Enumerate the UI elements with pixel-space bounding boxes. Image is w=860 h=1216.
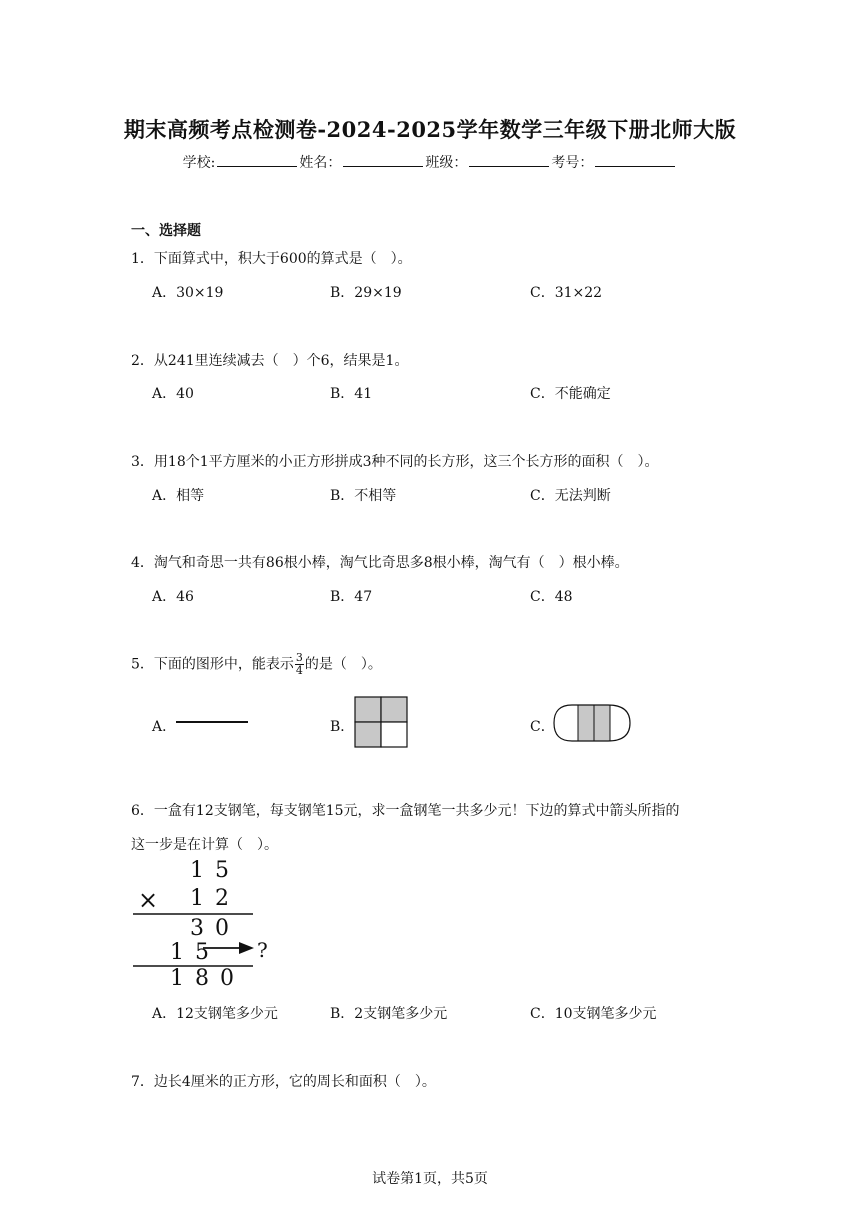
- q4-option-b[interactable]: B．47: [330, 589, 373, 605]
- calc-line-3: 3 0: [190, 916, 231, 941]
- class-label: 班级：: [425, 155, 468, 171]
- class-blank[interactable]: [469, 154, 549, 167]
- number-blank[interactable]: [595, 154, 675, 167]
- square-grid-figure: [354, 696, 410, 750]
- q4-option-a[interactable]: A．46: [152, 589, 194, 605]
- line-segment-figure: [176, 717, 250, 727]
- q1-option-c[interactable]: C．31×22: [530, 285, 603, 301]
- question-4: 4．淘气和奇思一共有86根小棒，淘气比奇思多8根小棒，淘气有（ ）根小棒。: [131, 555, 629, 571]
- school-label: 学校:: [182, 155, 216, 171]
- q5-option-c[interactable]: C．: [530, 719, 555, 735]
- q5-stem-pre: 5．下面的图形中，能表示: [131, 656, 294, 673]
- q1-option-a[interactable]: A．30×19: [152, 285, 224, 301]
- question-2: 2．从241里连续减去（ ）个6，结果是1。: [131, 353, 409, 369]
- oval-figure: [552, 702, 634, 746]
- page-title: 期末高频考点检测卷-2024-2025学年数学三年级下册北师大版: [123, 117, 737, 142]
- q2-option-b[interactable]: B．41: [330, 386, 373, 402]
- q3-option-a[interactable]: A．相等: [152, 488, 205, 504]
- q2-option-a[interactable]: A．40: [152, 386, 194, 402]
- q5-stem-post: 的是（ ）。: [304, 656, 382, 673]
- q6-option-b[interactable]: B．2支钢笔多少元: [330, 1006, 448, 1022]
- question-1: 1．下面算式中，积大于600的算式是（ ）。: [131, 251, 412, 267]
- q6-option-c[interactable]: C．10支钢笔多少元: [530, 1006, 657, 1022]
- school-blank[interactable]: [217, 154, 297, 167]
- fraction-denominator: 4: [295, 664, 303, 677]
- arrow-icon: [203, 940, 255, 956]
- question-3: 3．用18个1平方厘米的小正方形拼成3种不同的长方形，这三个长方形的面积（ ）。: [131, 454, 659, 470]
- fraction: [295, 652, 304, 677]
- question-6-line-2: 这一步是在计算（ ）。: [131, 837, 278, 853]
- student-info-line: [0, 152, 860, 172]
- calc-question-mark: ?: [257, 938, 268, 962]
- question-7: 7．边长4厘米的正方形，它的周长和面积（ ）。: [131, 1074, 436, 1090]
- calc-line-4: 1 5: [170, 940, 211, 965]
- q3-option-c[interactable]: C．无法判断: [530, 488, 611, 504]
- q2-option-c[interactable]: C．不能确定: [530, 386, 611, 402]
- name-label: 姓名：: [299, 155, 342, 171]
- calc-line-2: 1 2: [190, 886, 231, 911]
- q5-option-b[interactable]: B．: [330, 719, 355, 735]
- calc-line-5: 1 8 0: [170, 966, 236, 991]
- section-heading: 一、选择题: [131, 223, 201, 239]
- name-blank[interactable]: [343, 154, 423, 167]
- q4-option-c[interactable]: C．48: [530, 589, 573, 605]
- q6-option-a[interactable]: A．12支钢笔多少元: [152, 1006, 278, 1022]
- fraction-numerator: 3: [295, 651, 303, 664]
- q3-option-b[interactable]: B．不相等: [330, 488, 397, 504]
- question-5: [131, 652, 382, 677]
- q5-option-a[interactable]: A．: [152, 719, 177, 735]
- calc-times-sign: ×: [138, 886, 159, 914]
- q1-option-b[interactable]: B．29×19: [330, 285, 402, 301]
- number-label: 考号：: [551, 155, 594, 171]
- page-footer: 试卷第1页，共5页: [372, 1171, 488, 1187]
- calc-line-1: 1 5: [190, 858, 231, 883]
- question-6-line-1: 6．一盒有12支钢笔，每支钢笔15元，求一盒钢笔一共多少元！下边的算式中箭头所指的: [131, 803, 680, 819]
